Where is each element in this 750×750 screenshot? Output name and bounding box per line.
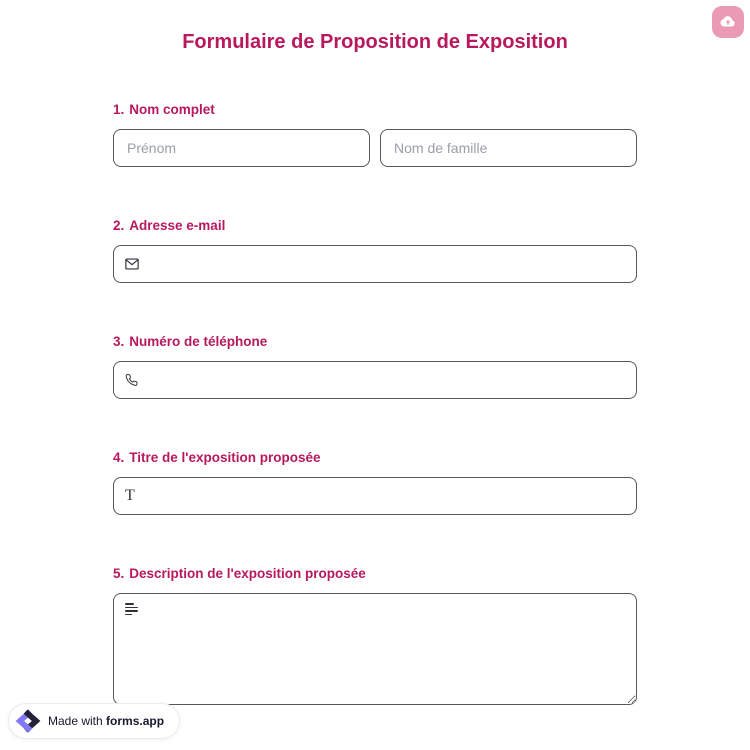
field-phone (113, 334, 637, 399)
field-full-name (113, 102, 637, 167)
field-label (113, 334, 637, 350)
title-text-icon: T (125, 487, 135, 504)
field-label-text: Nom complet (129, 102, 215, 117)
phone-input[interactable] (113, 361, 637, 399)
phone-wrap (113, 361, 637, 399)
made-with-label (48, 714, 164, 728)
field-number: 4. (113, 450, 125, 465)
last-name-wrap (380, 129, 637, 167)
field-label (113, 218, 637, 234)
field-description (113, 566, 637, 705)
first-name-input[interactable] (113, 129, 370, 167)
field-exhibition-title (113, 450, 637, 515)
field-email (113, 218, 637, 283)
made-with-forms-app-badge[interactable] (8, 703, 180, 739)
forms-app-logo-icon (15, 708, 41, 734)
field-number: 2. (113, 218, 125, 233)
last-name-input[interactable] (380, 129, 637, 167)
cloud-upload-icon (719, 13, 737, 31)
field-number: 1. (113, 102, 125, 117)
first-name-wrap (113, 129, 370, 167)
field-label (113, 102, 637, 118)
email-input[interactable] (113, 245, 637, 283)
field-number: 3. (113, 334, 125, 349)
field-number: 5. (113, 566, 125, 581)
description-textarea[interactable] (113, 593, 637, 705)
field-label (113, 450, 637, 466)
description-wrap (113, 593, 637, 705)
cloud-upload-button[interactable] (712, 6, 744, 38)
forms-app-brand-text: forms.app (106, 714, 165, 728)
field-label-text: Description de l'exposition proposée (129, 566, 366, 581)
email-wrap (113, 245, 637, 283)
exhibition-title-input[interactable] (113, 477, 637, 515)
exhibition-title-wrap (113, 477, 637, 515)
field-label-text: Adresse e-mail (129, 218, 226, 233)
page-title: Formulaire de Proposition de Exposition (182, 31, 568, 53)
field-label-text: Titre de l'exposition proposée (129, 450, 321, 465)
made-with-text: Made with (48, 714, 103, 728)
field-label-text: Numéro de téléphone (129, 334, 268, 349)
field-label (113, 566, 637, 582)
